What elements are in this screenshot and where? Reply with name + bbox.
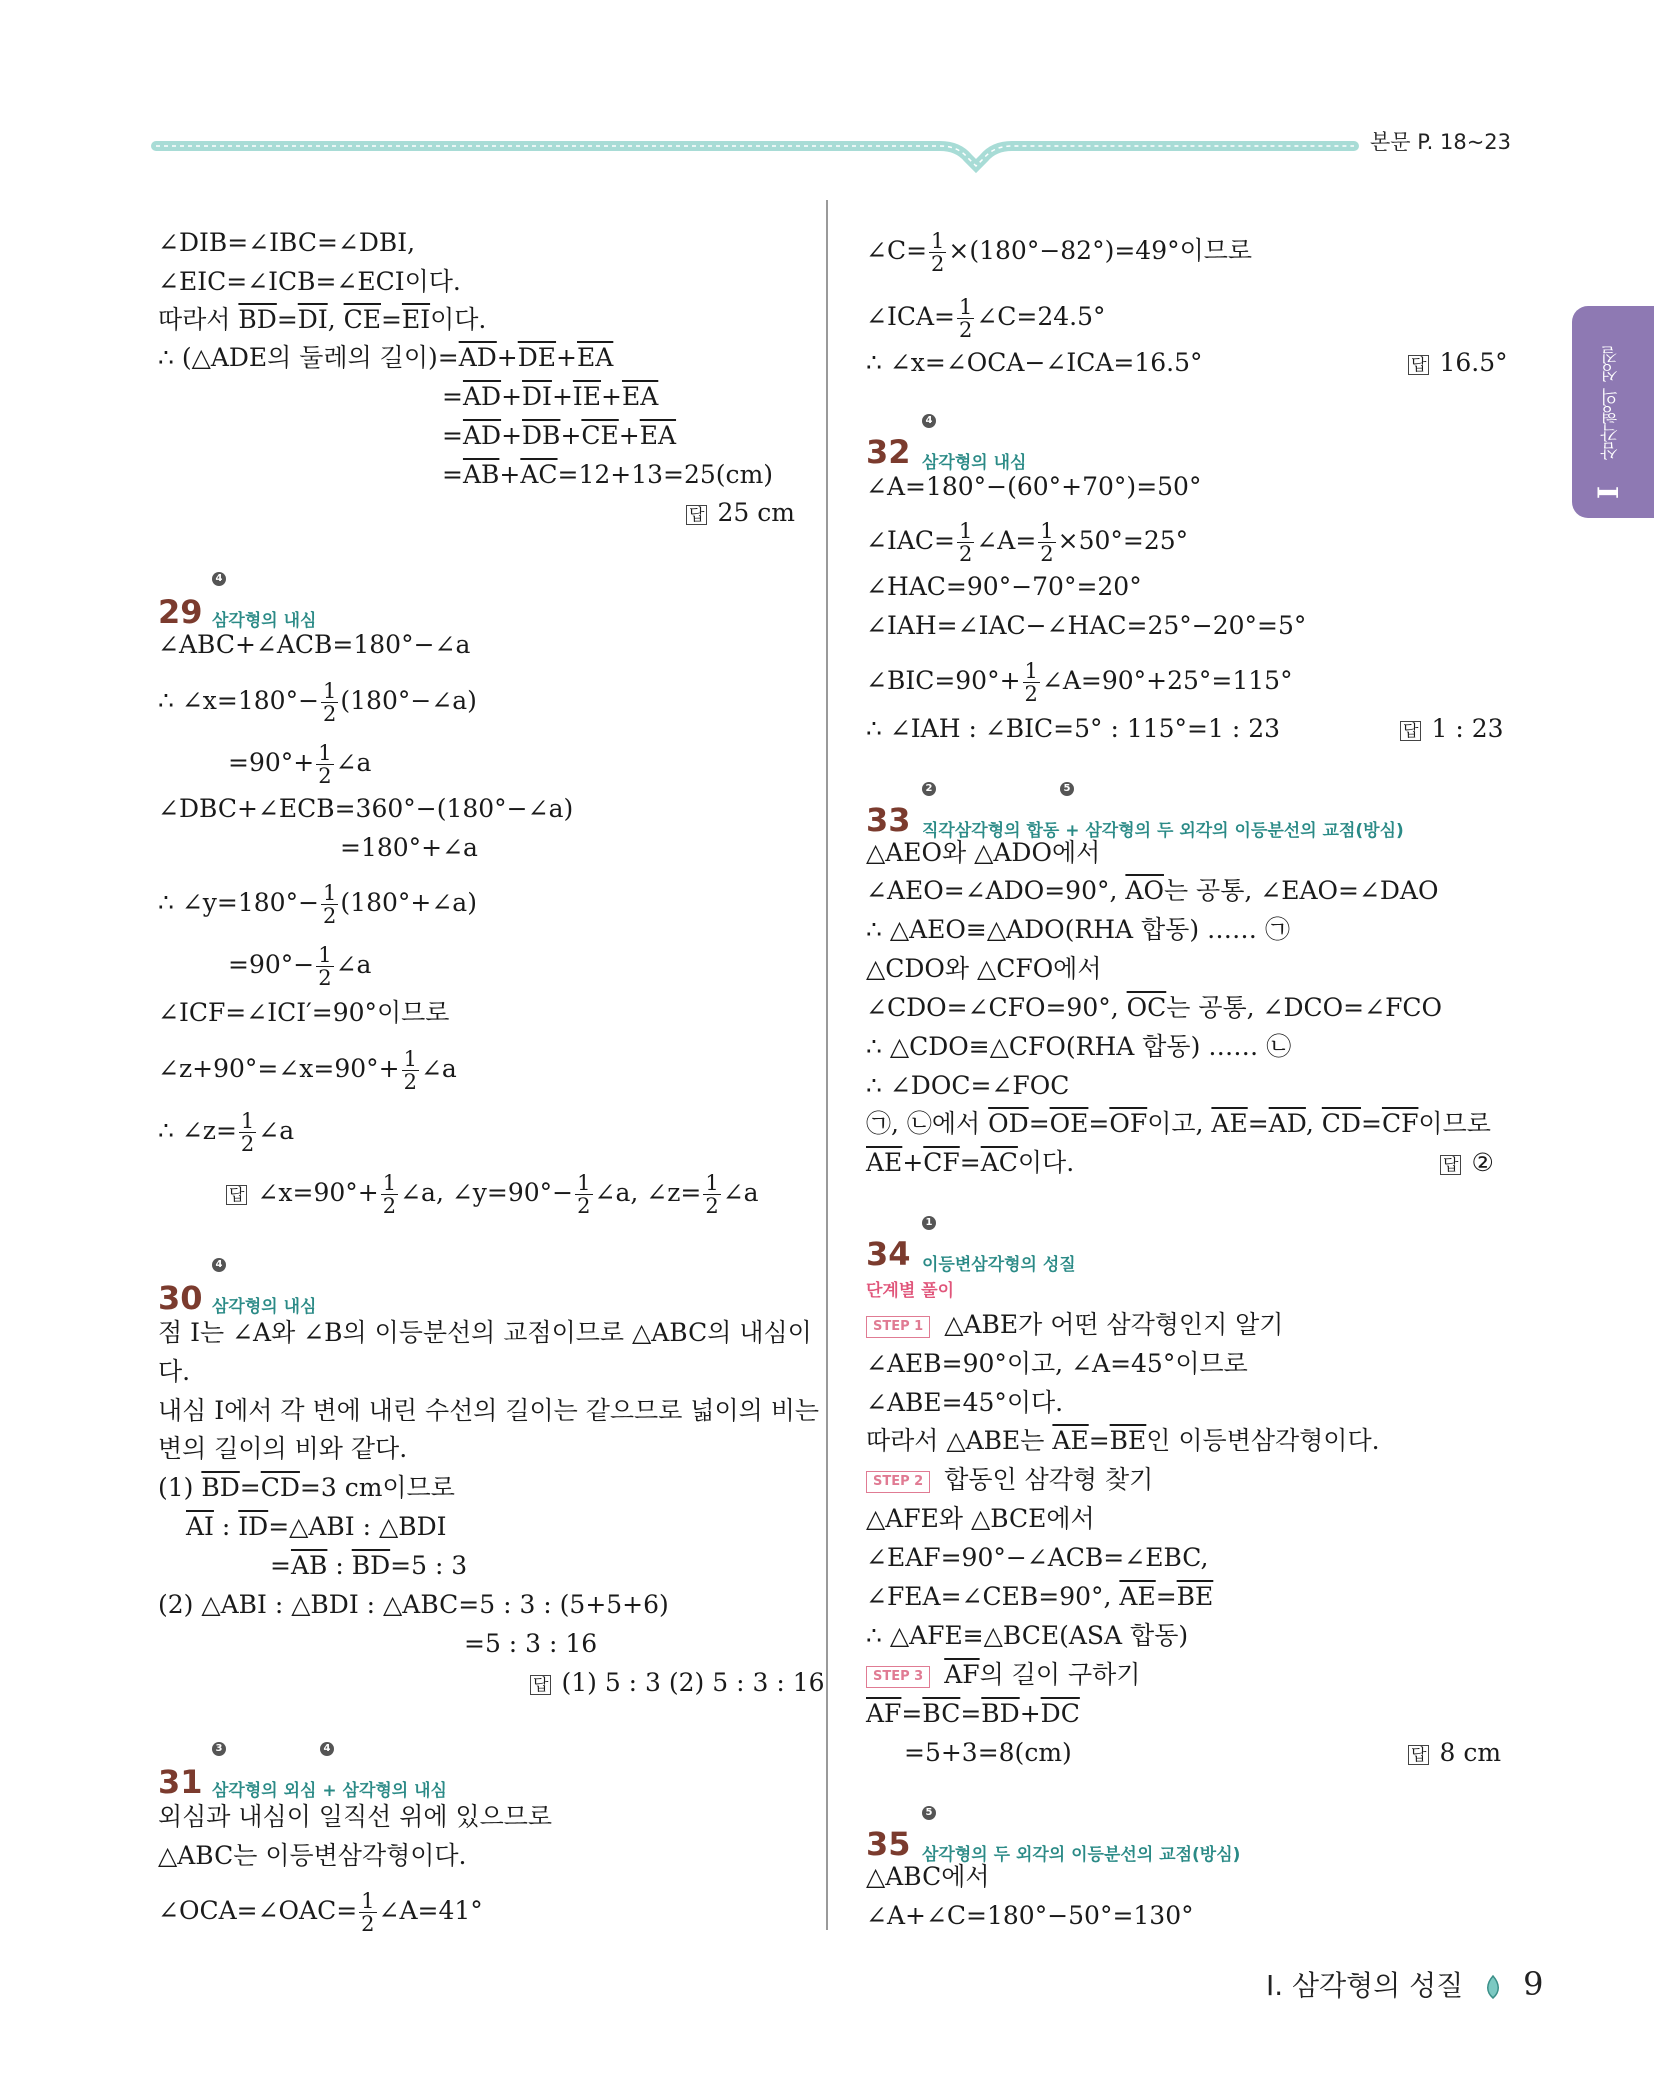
q33-topic: 2 5 직각삼각형의 합동 + 삼각형의 두 외각의 이등분선의 교점(방심) xyxy=(922,783,1404,841)
q31-line-3: ∠OCA=∠OAC= $\frac{1}{2}$ ∠A=41° xyxy=(158,1889,483,1936)
page-footer xyxy=(1266,1964,1543,2004)
q32-answer: 답 1 : 23 xyxy=(1400,712,1504,746)
q34-step3: STEP 3 $\overline{AF}$의 길이 구하기 xyxy=(866,1658,1140,1692)
q31-answer: 답 16.5° xyxy=(1408,346,1508,380)
q34-line-3: 따라서 △ABE는 $\overline{AE}=\overline{BE}$인 이등변삼각형이다. xyxy=(866,1426,1380,1455)
q32-line-1: ∠A=180°−(60°+70°)=50° xyxy=(866,472,1202,501)
q30-line-9: =5 : 3 : 16 xyxy=(464,1629,598,1658)
q32-line-2: ∠IAC= $\frac{1}{2}$ ∠A= $\frac{1}{2}$ ×50°=25° xyxy=(866,519,1189,566)
step2-badge: STEP 2 xyxy=(866,1471,930,1493)
q33-line-3: ∴ △AEO≡△ADO(RHA 합동) …… ㉠ xyxy=(866,915,1290,944)
q34-answer: 답 8 cm xyxy=(1408,1736,1501,1770)
q29-line-9: ∠z+90°=∠x=90°+ $\frac{1}{2}$ ∠a xyxy=(158,1047,457,1094)
step-solution-label: 단계별 풀이 xyxy=(866,1281,955,1301)
q34-topic: 1 이등변삼각형의 성질 xyxy=(922,1217,1076,1275)
q29-line-4: ∠DBC+∠ECB=360°−(180°−∠a) xyxy=(158,794,574,823)
q31-line-2: △ABC는 이등변삼각형이다. xyxy=(158,1841,467,1870)
page-number: 9 xyxy=(1523,1965,1544,2003)
q31-topic: 3 4 삼각형의 외심 + 삼각형의 내심 xyxy=(212,1743,447,1801)
q28-line-7: $=\overline{AB}+\overline{AC}=12+13=25(cm)$ xyxy=(442,460,774,489)
chapter-side-tab xyxy=(1572,306,1654,518)
q33-line-6: ∴ △CDO≡△CFO(RHA 합동) …… ㉡ xyxy=(866,1032,1292,1061)
q33-answer: 답 ② xyxy=(1440,1146,1494,1180)
q33-line-9: $\overline{AE}+\overline{CF}=\overline{AC}$이다. xyxy=(866,1148,1075,1177)
q30-line-1: 점 I는 ∠A와 ∠B의 이등분선의 교점이므로 △ABC의 내심이 xyxy=(158,1318,812,1347)
q33-line-1: △AEO와 △ADO에서 xyxy=(866,838,1101,867)
q31-right-line-1: ∠C= $\frac{1}{2}$ ×(180°−82°)=49°이므로 xyxy=(866,229,1253,276)
q29-line-5: =180°+∠a xyxy=(340,833,478,862)
q28-line-2: ∠EIC=∠ICB=∠ECI이다. xyxy=(158,267,461,296)
q30-line-5: (1) $\overline{BD}=\overline{CD}=3$ cm이므로 xyxy=(158,1473,455,1502)
q29-line-1: ∠ABC+∠ACB=180°−∠a xyxy=(158,630,471,659)
q29-line-7: =90°− $\frac{1}{2}$ ∠a xyxy=(228,943,372,990)
chapter-side-label: 삼각형의 성질 xyxy=(1600,346,1621,460)
q29-line-8: ∠ICF=∠ICI′=90°이므로 xyxy=(158,998,450,1027)
q34-step1: STEP 1 △ABE가 어떤 삼각형인지 알기 xyxy=(866,1308,1283,1342)
q31-right-line-2: ∠ICA= $\frac{1}{2}$ ∠C=24.5° xyxy=(866,295,1106,342)
q32-topic: 4 삼각형의 내심 xyxy=(922,415,1027,473)
q30-line-6: $\overline{AI}$ : $\overline{ID}=\triangle ABI$ : △BDI xyxy=(186,1512,447,1541)
q28-line-1: ∠DIB=∠IBC=∠DBI, xyxy=(158,228,416,257)
step1-badge: STEP 1 xyxy=(866,1316,930,1338)
q31-right-line-3: ∴ ∠x=∠OCA−∠ICA=16.5° xyxy=(866,348,1203,377)
chapter-side-roman: I xyxy=(1592,485,1626,500)
q32-number: 32 xyxy=(866,433,911,471)
column-divider xyxy=(826,200,828,1930)
q34-line-5: ∠EAF=90°−∠ACB=∠EBC, xyxy=(866,1543,1209,1572)
q29-number: 29 xyxy=(158,593,203,631)
q34-line-6: ∠FEA=∠CEB=90°, $\overline{AE}=\overline{BE}$ xyxy=(866,1582,1214,1611)
q34-step2: STEP 2 합동인 삼각형 찾기 xyxy=(866,1463,1153,1497)
q30-line-8: (2) △ABI : △BDI : △ABC=5 : 3 : (5+5+6) xyxy=(158,1590,669,1619)
q30-line-3: 내심 I에서 각 변에 내린 수선의 길이는 같으므로 넓이의 비는 xyxy=(158,1396,819,1425)
q30-line-2: 다. xyxy=(158,1357,191,1386)
q29-answer: 답 ∠x=90°+ $\frac{1}{2}$ ∠a, ∠y=90°− $\frac{1}{2}$ ∠a, ∠z= $\frac{1}{2}$ ∠a xyxy=(226,1172,759,1217)
q35-line-2: ∠A+∠C=180°−50°=130° xyxy=(866,1901,1194,1930)
q34-line-8: $\overline{AF}=\overline{BC}=\overline{BD}+\overline{DC}$ xyxy=(866,1699,1080,1728)
q30-number: 30 xyxy=(158,1279,203,1317)
q34-line-9: =5+3=8(cm) xyxy=(904,1738,1072,1767)
q31-number: 31 xyxy=(158,1763,203,1801)
q32-line-4: ∠IAH=∠IAC−∠HAC=25°−20°=5° xyxy=(866,611,1307,640)
q29-line-10: ∴ ∠z= $\frac{1}{2}$ ∠a xyxy=(158,1109,295,1156)
q34-line-2: ∠ABE=45°이다. xyxy=(866,1388,1064,1417)
q35-number: 35 xyxy=(866,1825,911,1863)
q35-line-1: △ABC에서 xyxy=(866,1862,990,1891)
q28-line-3: 따라서 $\overline{BD}=\overline{DI}$, $\overline{CE}=\overline{EI}$이다. xyxy=(158,305,487,334)
q33-number: 33 xyxy=(866,801,911,839)
q35-topic: 5 삼각형의 두 외각의 이등분선의 교점(방심) xyxy=(922,1807,1241,1865)
q28-answer: 답 25 cm xyxy=(686,496,795,530)
q33-line-2: ∠AEO=∠ADO=90°, $\overline{AO}$는 공통, ∠EAO=∠DAO xyxy=(866,876,1439,905)
q32-line-6: ∴ ∠IAH : ∠BIC=5° : 115°=1 : 23 xyxy=(866,714,1281,743)
q29-line-3: =90°+ $\frac{1}{2}$ ∠a xyxy=(228,741,372,788)
q28-line-4: ∴ (△ADE의 둘레의 길이)$=\overline{AD}+\overline{DE}+\overline{EA}$ xyxy=(158,343,614,372)
footer-chapter: I. 삼각형의 성질 xyxy=(1266,1969,1464,2002)
leaf-icon xyxy=(1484,1974,1502,2000)
header-divider xyxy=(150,130,1360,180)
q34-line-4: △AFE와 △BCE에서 xyxy=(866,1504,1095,1533)
q33-line-8: ㉠, ㉡에서 $\overline{OD}=\overline{OE}=\overline{OF}$이고, $\overline{AE}=\overline{AD}$, $\overline{CD}=\overline{CF}$이므로 xyxy=(866,1109,1491,1138)
q31-line-1: 외심과 내심이 일직선 위에 있으므로 xyxy=(158,1802,553,1831)
q33-line-4: △CDO와 △CFO에서 xyxy=(866,954,1102,983)
step3-badge: STEP 3 xyxy=(866,1666,930,1688)
q34-line-7: ∴ △AFE≡△BCE(ASA 합동) xyxy=(866,1621,1189,1650)
q29-line-6: ∴ ∠y=180°− $\frac{1}{2}$ (180°+∠a) xyxy=(158,881,477,928)
q28-line-5: $=\overline{AD}+\overline{DI}+\overline{IE}+\overline{EA}$ xyxy=(442,382,659,411)
q30-answer: 답 (1) 5 : 3 (2) 5 : 3 : 16 xyxy=(530,1666,825,1700)
q34-line-1: ∠AEB=90°이고, ∠A=45°이므로 xyxy=(866,1349,1248,1378)
q33-line-5: ∠CDO=∠CFO=90°, $\overline{OC}$는 공통, ∠DCO=∠FCO xyxy=(866,993,1443,1022)
q32-line-5: ∠BIC=90°+ $\frac{1}{2}$ ∠A=90°+25°=115° xyxy=(866,659,1293,706)
q30-topic: 4 삼각형의 내심 xyxy=(212,1259,317,1317)
q29-line-2: ∴ ∠x=180°− $\frac{1}{2}$ (180°−∠a) xyxy=(158,679,477,726)
q29-topic: 4 삼각형의 내심 xyxy=(212,573,317,631)
q28-line-6: $=\overline{AD}+\overline{DB}+\overline{CE}+\overline{EA}$ xyxy=(442,421,677,450)
q30-line-4: 변의 길이의 비와 같다. xyxy=(158,1434,408,1463)
q33-line-7: ∴ ∠DOC=∠FOC xyxy=(866,1071,1070,1100)
q34-number: 34 xyxy=(866,1235,911,1273)
q32-line-3: ∠HAC=90°−70°=20° xyxy=(866,572,1142,601)
q30-line-7: $=\overline{AB}$ : $\overline{BD}=5$ : 3 xyxy=(270,1551,468,1580)
page-reference: 본문 P. 18~23 xyxy=(1370,130,1512,154)
